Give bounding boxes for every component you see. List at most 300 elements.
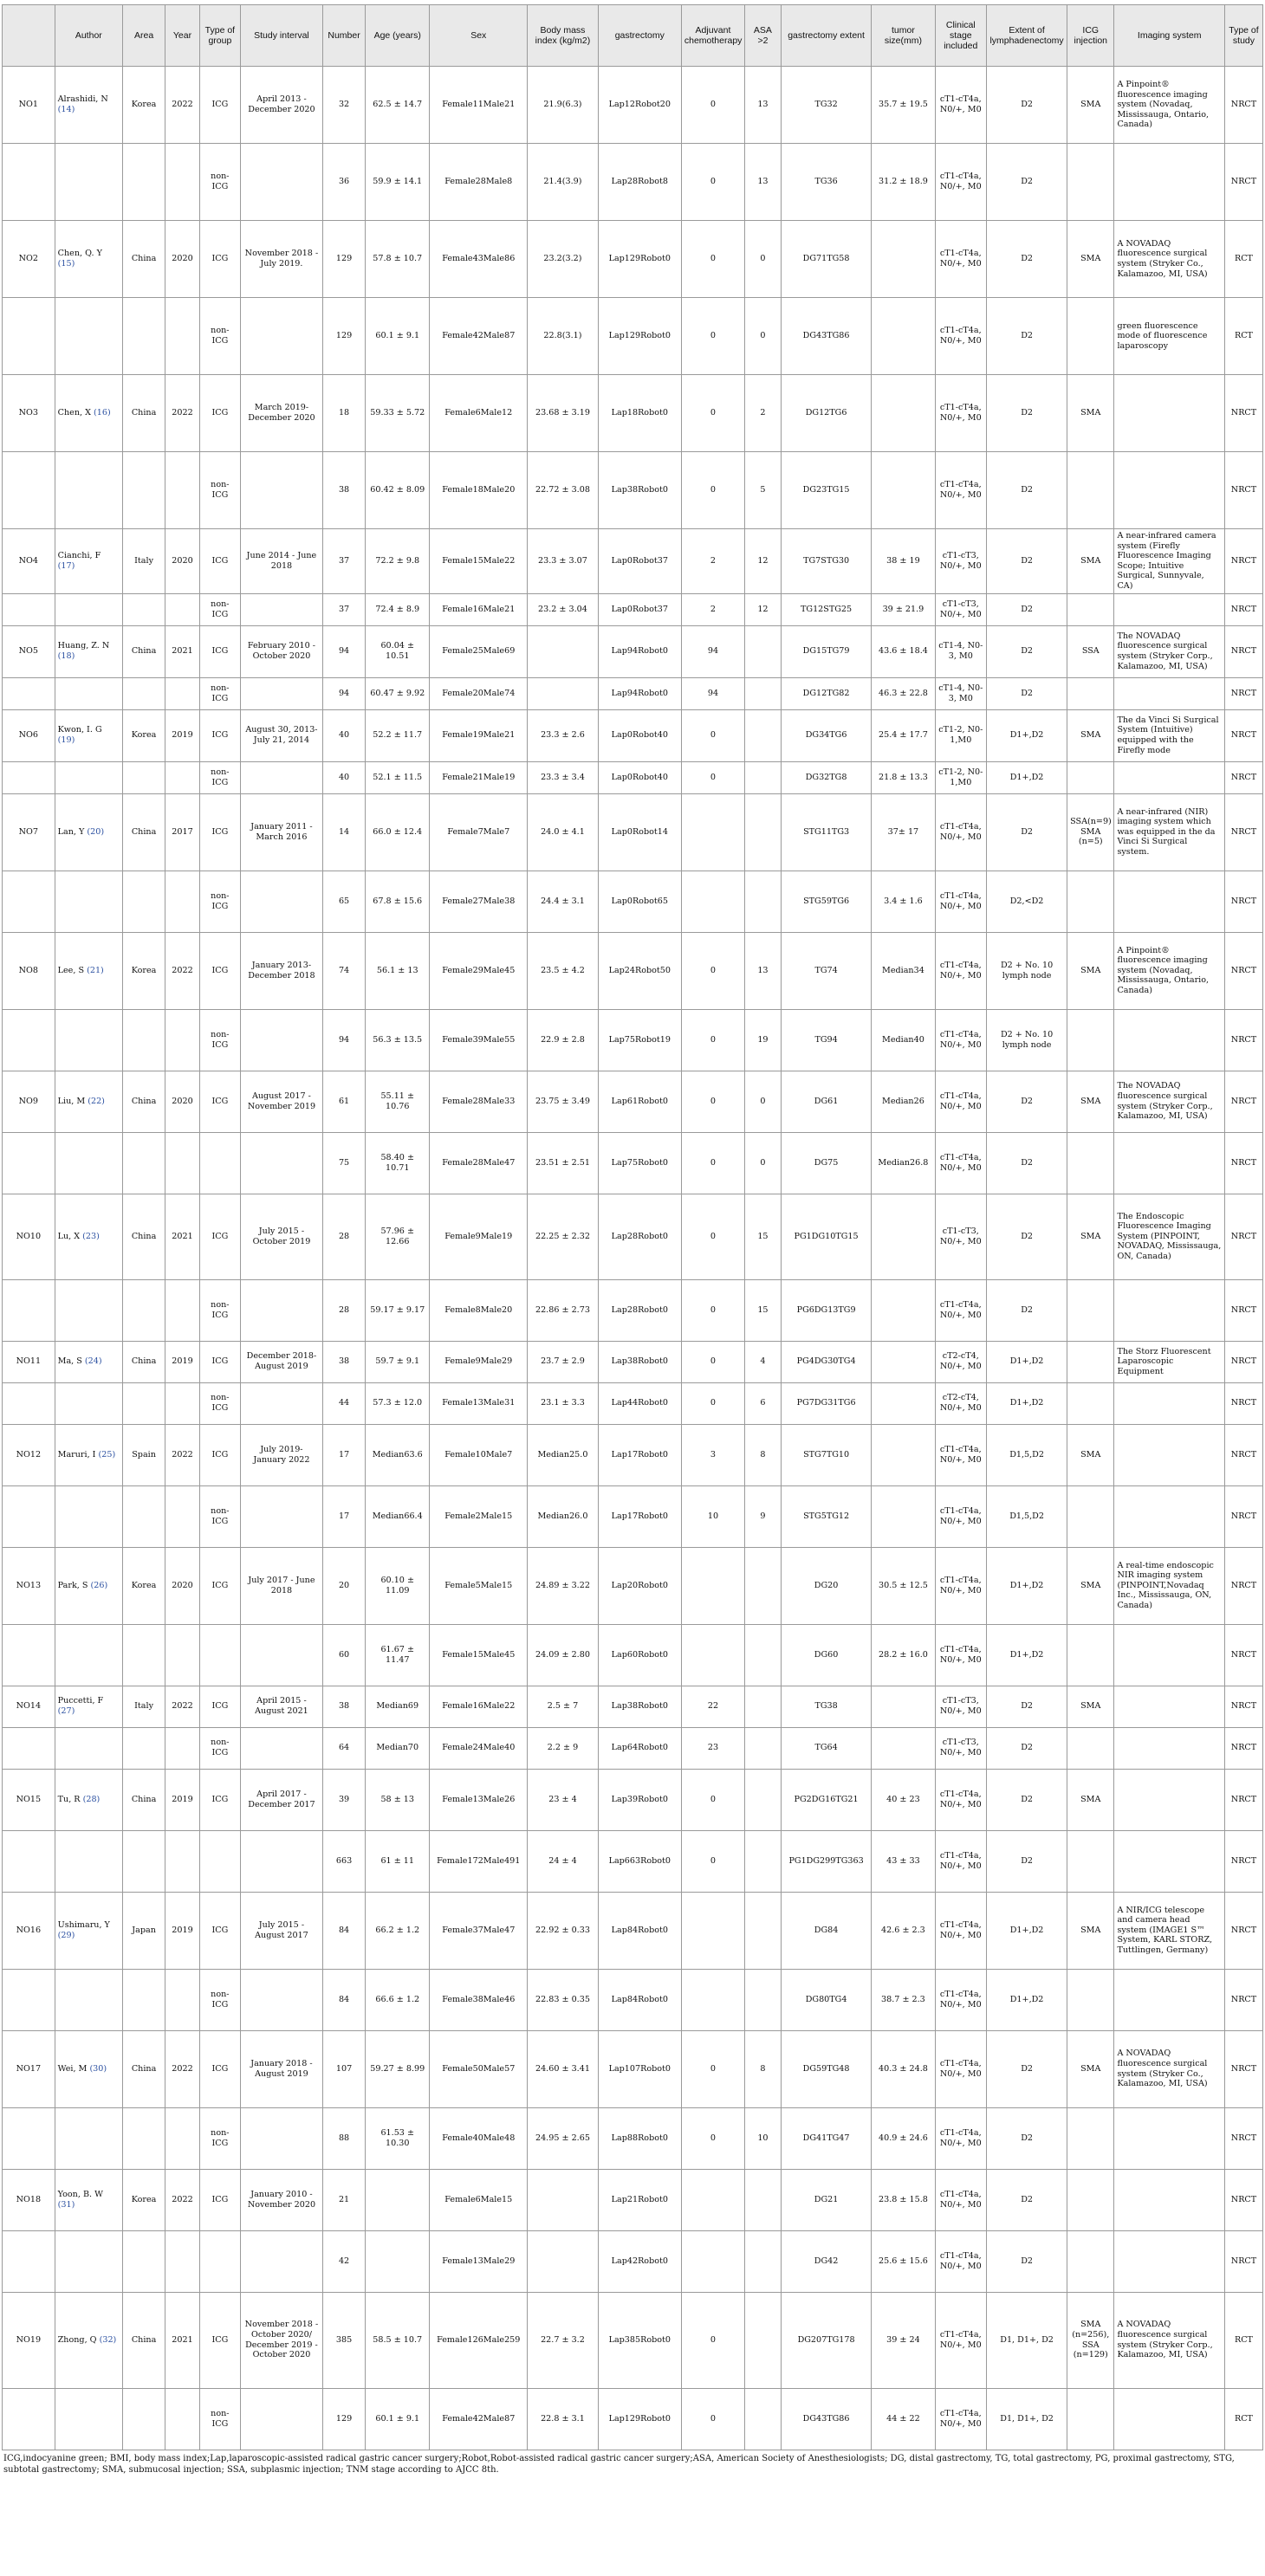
cell-imaging bbox=[1114, 2388, 1225, 2450]
cell-imaging bbox=[1114, 2169, 1225, 2230]
reference-link[interactable]: (26) bbox=[90, 1580, 108, 1590]
cell-asa: 0 bbox=[745, 221, 782, 298]
cell-number: 17 bbox=[323, 1485, 366, 1547]
cell-number: 18 bbox=[323, 375, 366, 452]
cell-stage: cT1-cT4a, N0/+, M0 bbox=[935, 1624, 987, 1686]
cell-lymph: D2,<D2 bbox=[987, 871, 1067, 932]
cell-adjuvant: 0 bbox=[681, 144, 744, 221]
cell-interval: November 2018 - July 2019. bbox=[240, 221, 322, 298]
author-name: Ushimaru, Y bbox=[57, 1919, 110, 1930]
cell-no bbox=[3, 1382, 55, 1424]
table-row bbox=[3, 67, 1263, 144]
cell-tumor: 31.2 ± 18.9 bbox=[872, 144, 935, 221]
cell-asa: 15 bbox=[745, 1194, 782, 1279]
cell-area bbox=[123, 1009, 165, 1071]
cell-author bbox=[55, 1686, 122, 1727]
cell-study: NRCT bbox=[1224, 1194, 1262, 1279]
cell-year bbox=[165, 2230, 200, 2292]
cell-extent: DG21 bbox=[781, 2169, 872, 2230]
cell-icg bbox=[1067, 677, 1114, 709]
reference-link[interactable]: (28) bbox=[82, 1794, 101, 1804]
table-row bbox=[3, 1071, 1263, 1132]
cell-bmi: 2.5 ± 7 bbox=[528, 1686, 599, 1727]
cell-gastrectomy: Lap84Robot0 bbox=[598, 1969, 681, 2030]
cell-author bbox=[55, 2292, 122, 2388]
reference-link[interactable]: (24) bbox=[84, 1356, 102, 1367]
cell-sex: Female16Male22 bbox=[430, 1686, 528, 1727]
cell-number: 88 bbox=[323, 2107, 366, 2169]
cell-lymph: D2 bbox=[987, 1769, 1067, 1830]
cell-author bbox=[55, 1382, 122, 1424]
cell-lymph: D1+,D2 bbox=[987, 1547, 1067, 1624]
cell-adjuvant: 0 bbox=[681, 709, 744, 761]
cell-age: 52.2 ± 11.7 bbox=[366, 709, 430, 761]
cell-group: non-ICG bbox=[199, 1969, 240, 2030]
cell-no bbox=[3, 2388, 55, 2450]
cell-bmi: 23.3 ± 2.6 bbox=[528, 709, 599, 761]
cell-area: China bbox=[123, 375, 165, 452]
cell-extent: DG41TG47 bbox=[781, 2107, 872, 2169]
cell-tumor: 40.3 ± 24.8 bbox=[872, 2030, 935, 2107]
cell-icg bbox=[1067, 1132, 1114, 1194]
cell-sex: Female43Male86 bbox=[430, 221, 528, 298]
cell-year bbox=[165, 144, 200, 221]
cell-author bbox=[55, 1009, 122, 1071]
cell-year: 2019 bbox=[165, 1769, 200, 1830]
cell-icg: SMA (n=256), SSA (n=129) bbox=[1067, 2292, 1114, 2388]
cell-imaging: A Pinpoint® fluorescence imaging system (Novadaq, Mississauga, Ontario, Canada) bbox=[1114, 67, 1225, 144]
cell-bmi: 22.92 ± 0.33 bbox=[528, 1892, 599, 1969]
cell-gastrectomy: Lap0Robot40 bbox=[598, 709, 681, 761]
cell-adjuvant: 0 bbox=[681, 2030, 744, 2107]
reference-link[interactable]: (23) bbox=[82, 1231, 100, 1241]
cell-number: 37 bbox=[323, 593, 366, 625]
cell-no: NO6 bbox=[3, 709, 55, 761]
reference-link[interactable]: (18) bbox=[57, 651, 75, 662]
cell-stage: cT1-cT3, N0/+, M0 bbox=[935, 593, 987, 625]
cell-bmi: 24.60 ± 3.41 bbox=[528, 2030, 599, 2107]
cell-study: NRCT bbox=[1224, 1071, 1262, 1132]
cell-sex: Female21Male19 bbox=[430, 761, 528, 793]
cell-extent: DG34TG6 bbox=[781, 709, 872, 761]
cell-icg bbox=[1067, 1830, 1114, 1892]
cell-area bbox=[123, 1485, 165, 1547]
cell-group: ICG bbox=[199, 2030, 240, 2107]
cell-year: 2022 bbox=[165, 1424, 200, 1485]
cell-year bbox=[165, 871, 200, 932]
cell-lymph: D2 bbox=[987, 1132, 1067, 1194]
table-row bbox=[3, 529, 1263, 594]
reference-link[interactable]: (16) bbox=[94, 408, 111, 418]
cell-interval bbox=[240, 761, 322, 793]
cell-icg: SMA bbox=[1067, 932, 1114, 1009]
cell-interval bbox=[240, 871, 322, 932]
cell-extent: DG71TG58 bbox=[781, 221, 872, 298]
cell-study: NRCT bbox=[1224, 761, 1262, 793]
cell-year bbox=[165, 761, 200, 793]
cell-imaging bbox=[1114, 1624, 1225, 1686]
table-row bbox=[3, 1624, 1263, 1686]
table-row bbox=[3, 298, 1263, 375]
cell-no: NO17 bbox=[3, 2030, 55, 2107]
cell-group: non-ICG bbox=[199, 1382, 240, 1424]
reference-link[interactable]: (32) bbox=[99, 2334, 117, 2345]
cell-tumor: 3.4 ± 1.6 bbox=[872, 871, 935, 932]
cell-stage: cT1-cT4a, N0/+, M0 bbox=[935, 1769, 987, 1830]
cell-imaging bbox=[1114, 144, 1225, 221]
cell-bmi: 23.51 ± 2.51 bbox=[528, 1132, 599, 1194]
cell-study: NRCT bbox=[1224, 529, 1262, 594]
cell-area bbox=[123, 1382, 165, 1424]
cell-adjuvant: 0 bbox=[681, 1132, 744, 1194]
cell-group: non-ICG bbox=[199, 677, 240, 709]
cell-area: Korea bbox=[123, 1547, 165, 1624]
cell-lymph: D2 bbox=[987, 1071, 1067, 1132]
cell-year bbox=[165, 1009, 200, 1071]
cell-age: 61.53 ± 10.30 bbox=[366, 2107, 430, 2169]
cell-icg: SMA bbox=[1067, 1547, 1114, 1624]
cell-sex: Female38Male46 bbox=[430, 1969, 528, 2030]
table-row bbox=[3, 793, 1263, 871]
cell-area bbox=[123, 1132, 165, 1194]
reference-link[interactable]: (22) bbox=[88, 1096, 105, 1106]
cell-tumor: 39 ± 21.9 bbox=[872, 593, 935, 625]
cell-author bbox=[55, 1071, 122, 1132]
cell-area: Italy bbox=[123, 529, 165, 594]
cell-no bbox=[3, 1009, 55, 1071]
cell-lymph: D2 bbox=[987, 625, 1067, 677]
reference-link[interactable]: (29) bbox=[57, 1930, 75, 1940]
author-name: Huang, Z. N bbox=[57, 641, 110, 651]
cell-group: non-ICG bbox=[199, 1009, 240, 1071]
cell-gastrectomy: Lap44Robot0 bbox=[598, 1382, 681, 1424]
cell-sex: Female6Male15 bbox=[430, 2169, 528, 2230]
cell-group: ICG bbox=[199, 375, 240, 452]
cell-bmi: 23.1 ± 3.3 bbox=[528, 1382, 599, 1424]
reference-link[interactable]: (19) bbox=[57, 735, 75, 746]
cell-asa: 0 bbox=[745, 298, 782, 375]
table-row bbox=[3, 2292, 1263, 2388]
cell-study: NRCT bbox=[1224, 793, 1262, 871]
cell-author bbox=[55, 1341, 122, 1382]
cell-gastrectomy: Lap75Robot0 bbox=[598, 1132, 681, 1194]
cell-group bbox=[199, 2230, 240, 2292]
cell-author bbox=[55, 298, 122, 375]
cell-adjuvant: 0 bbox=[681, 1071, 744, 1132]
cell-icg: SMA bbox=[1067, 1686, 1114, 1727]
reference-link[interactable]: (27) bbox=[57, 1706, 75, 1717]
cell-asa bbox=[745, 677, 782, 709]
cell-bmi: 23.3 ± 3.4 bbox=[528, 761, 599, 793]
cell-tumor bbox=[872, 1727, 935, 1769]
column-header-lymph: Extent of lymphadenectomy bbox=[987, 5, 1067, 67]
table-row bbox=[3, 1892, 1263, 1969]
cell-extent: DG60 bbox=[781, 1624, 872, 1686]
cell-sex: Female7Male7 bbox=[430, 793, 528, 871]
cell-group: non-ICG bbox=[199, 593, 240, 625]
cell-tumor: 42.6 ± 2.3 bbox=[872, 1892, 935, 1969]
cell-year bbox=[165, 1382, 200, 1424]
cell-interval bbox=[240, 298, 322, 375]
cell-gastrectomy: Lap28Robot0 bbox=[598, 1279, 681, 1341]
cell-age: 59.27 ± 8.99 bbox=[366, 2030, 430, 2107]
table-row bbox=[3, 593, 1263, 625]
cell-adjuvant: 2 bbox=[681, 593, 744, 625]
cell-interval: March 2019- December 2020 bbox=[240, 375, 322, 452]
cell-adjuvant: 0 bbox=[681, 375, 744, 452]
table-footnote: ICG,indocyanine green; BMI, body mass index;Lap,laparoscopic-assisted radical gastric cancer surgery;Robot,Robot-assisted radical gastric cancer surgery;ASA, American Society of Anesthesiologists; DG, distal gastrectomy, TG, total gastrectomy, PG, proximal gastrectomy, STG, subtotal gastrectomy; SMA, submucosal injection; SSA, subplasmic injection; TNM stage according to AJCC 8th. bbox=[3, 2453, 1235, 2475]
cell-no bbox=[3, 452, 55, 529]
cell-group: ICG bbox=[199, 1686, 240, 1727]
cell-age: 60.1 ± 9.1 bbox=[366, 2388, 430, 2450]
cell-adjuvant bbox=[681, 1624, 744, 1686]
cell-asa: 13 bbox=[745, 67, 782, 144]
reference-link[interactable]: (21) bbox=[87, 965, 104, 975]
cell-age: 57.96 ± 12.66 bbox=[366, 1194, 430, 1279]
cell-imaging bbox=[1114, 761, 1225, 793]
cell-stage: cT1-2, N0-1,M0 bbox=[935, 709, 987, 761]
cell-lymph: D2 bbox=[987, 2230, 1067, 2292]
cell-author bbox=[55, 1969, 122, 2030]
table-row bbox=[3, 2169, 1263, 2230]
cell-tumor: 43.6 ± 18.4 bbox=[872, 625, 935, 677]
cell-icg bbox=[1067, 2230, 1114, 2292]
cell-age: 57.8 ± 10.7 bbox=[366, 221, 430, 298]
cell-imaging: The Endoscopic Fluorescence Imaging System (PINPOINT, NOVADAQ, Mississauga, ON, Canada) bbox=[1114, 1194, 1225, 1279]
cell-asa bbox=[745, 2388, 782, 2450]
cell-adjuvant: 3 bbox=[681, 1424, 744, 1485]
table-row bbox=[3, 677, 1263, 709]
cell-bmi: 21.9(6.3) bbox=[528, 67, 599, 144]
cell-age: 66.6 ± 1.2 bbox=[366, 1969, 430, 2030]
cell-area: China bbox=[123, 2030, 165, 2107]
cell-study: NRCT bbox=[1224, 1382, 1262, 1424]
cell-adjuvant: 0 bbox=[681, 1830, 744, 1892]
cell-asa bbox=[745, 709, 782, 761]
cell-interval: July 2017 - June 2018 bbox=[240, 1547, 322, 1624]
cell-icg bbox=[1067, 1009, 1114, 1071]
cell-adjuvant: 94 bbox=[681, 625, 744, 677]
cell-interval bbox=[240, 2107, 322, 2169]
cell-extent: TG7STG30 bbox=[781, 529, 872, 594]
cell-area bbox=[123, 871, 165, 932]
cell-tumor: 44 ± 22 bbox=[872, 2388, 935, 2450]
cell-extent: TG74 bbox=[781, 932, 872, 1009]
cell-interval bbox=[240, 1830, 322, 1892]
cell-number: 21 bbox=[323, 2169, 366, 2230]
cell-no: NO5 bbox=[3, 625, 55, 677]
cell-area: Korea bbox=[123, 932, 165, 1009]
cell-bmi: 22.8 ± 3.1 bbox=[528, 2388, 599, 2450]
cell-year bbox=[165, 677, 200, 709]
column-header-stage: Clinical stage included bbox=[935, 5, 987, 67]
cell-stage: cT1-cT4a, N0/+, M0 bbox=[935, 1969, 987, 2030]
cell-bmi: 24.95 ± 2.65 bbox=[528, 2107, 599, 2169]
cell-adjuvant: 0 bbox=[681, 2292, 744, 2388]
cell-icg bbox=[1067, 1485, 1114, 1547]
cell-sex: Female28Male33 bbox=[430, 1071, 528, 1132]
cell-icg: SMA bbox=[1067, 709, 1114, 761]
cell-year: 2022 bbox=[165, 2169, 200, 2230]
cell-gastrectomy: Lap129Robot0 bbox=[598, 221, 681, 298]
cell-adjuvant bbox=[681, 1969, 744, 2030]
cell-extent: TG32 bbox=[781, 67, 872, 144]
column-header-gastrectomy: gastrectomy bbox=[598, 5, 681, 67]
cell-sex: Female126Male259 bbox=[430, 2292, 528, 2388]
cell-group: ICG bbox=[199, 67, 240, 144]
cell-gastrectomy: Lap663Robot0 bbox=[598, 1830, 681, 1892]
cell-no bbox=[3, 1624, 55, 1686]
studies-table bbox=[2, 4, 1263, 2450]
cell-lymph: D2 bbox=[987, 2169, 1067, 2230]
cell-tumor bbox=[872, 1686, 935, 1727]
cell-icg bbox=[1067, 1624, 1114, 1686]
table-row bbox=[3, 1727, 1263, 1769]
cell-no bbox=[3, 871, 55, 932]
cell-no bbox=[3, 1279, 55, 1341]
document bbox=[2, 4, 1263, 2478]
cell-asa: 12 bbox=[745, 529, 782, 594]
cell-asa bbox=[745, 871, 782, 932]
cell-tumor bbox=[872, 1194, 935, 1279]
cell-extent: DG80TG4 bbox=[781, 1969, 872, 2030]
cell-year: 2017 bbox=[165, 793, 200, 871]
cell-age: 58.5 ± 10.7 bbox=[366, 2292, 430, 2388]
cell-age: 67.8 ± 15.6 bbox=[366, 871, 430, 932]
cell-year bbox=[165, 1132, 200, 1194]
cell-age: 60.04 ± 10.51 bbox=[366, 625, 430, 677]
cell-stage: cT1-cT4a, N0/+, M0 bbox=[935, 2292, 987, 2388]
cell-asa: 13 bbox=[745, 144, 782, 221]
cell-asa: 15 bbox=[745, 1279, 782, 1341]
cell-bmi: 23.2 ± 3.04 bbox=[528, 593, 599, 625]
cell-group: non-ICG bbox=[199, 1727, 240, 1769]
cell-no bbox=[3, 1969, 55, 2030]
cell-gastrectomy: Lap0Robot37 bbox=[598, 529, 681, 594]
author-name: Puccetti, F bbox=[57, 1696, 104, 1706]
cell-group: ICG bbox=[199, 1424, 240, 1485]
cell-imaging bbox=[1114, 593, 1225, 625]
cell-year: 2020 bbox=[165, 1071, 200, 1132]
cell-study: NRCT bbox=[1224, 67, 1262, 144]
cell-number: 663 bbox=[323, 1830, 366, 1892]
cell-bmi: 2.2 ± 9 bbox=[528, 1727, 599, 1769]
table-row bbox=[3, 1009, 1263, 1071]
cell-sex: Female10Male7 bbox=[430, 1424, 528, 1485]
cell-icg: SMA bbox=[1067, 221, 1114, 298]
reference-link[interactable]: (25) bbox=[98, 1449, 116, 1460]
cell-age: 59.33 ± 5.72 bbox=[366, 375, 430, 452]
cell-tumor bbox=[872, 1424, 935, 1485]
cell-gastrectomy: Lap20Robot0 bbox=[598, 1547, 681, 1624]
cell-age: 61 ± 11 bbox=[366, 1830, 430, 1892]
cell-number: 84 bbox=[323, 1892, 366, 1969]
cell-number: 94 bbox=[323, 677, 366, 709]
cell-gastrectomy: Lap94Robot0 bbox=[598, 625, 681, 677]
cell-gastrectomy: Lap129Robot0 bbox=[598, 2388, 681, 2450]
table-row bbox=[3, 761, 1263, 793]
cell-adjuvant: 94 bbox=[681, 677, 744, 709]
cell-number: 385 bbox=[323, 2292, 366, 2388]
reference-link[interactable]: (30) bbox=[89, 2063, 107, 2074]
cell-lymph: D1,5,D2 bbox=[987, 1485, 1067, 1547]
author-name: Liu, M bbox=[57, 1096, 86, 1106]
reference-link[interactable]: (15) bbox=[57, 259, 75, 269]
cell-year bbox=[165, 452, 200, 529]
column-header-number: Number bbox=[323, 5, 366, 67]
cell-interval: January 2010 - November 2020 bbox=[240, 2169, 322, 2230]
cell-bmi: 22.25 ± 2.32 bbox=[528, 1194, 599, 1279]
reference-link[interactable]: (20) bbox=[87, 826, 105, 837]
cell-no: NO18 bbox=[3, 2169, 55, 2230]
cell-number: 36 bbox=[323, 144, 366, 221]
cell-extent: DG84 bbox=[781, 1892, 872, 1969]
column-header-author: Author bbox=[55, 5, 122, 67]
cell-study: NRCT bbox=[1224, 2030, 1262, 2107]
cell-interval: January 2013- December 2018 bbox=[240, 932, 322, 1009]
cell-asa bbox=[745, 625, 782, 677]
cell-tumor: 25.6 ± 15.6 bbox=[872, 2230, 935, 2292]
cell-author bbox=[55, 2030, 122, 2107]
cell-asa bbox=[745, 1686, 782, 1727]
cell-year bbox=[165, 2388, 200, 2450]
cell-adjuvant: 0 bbox=[681, 1382, 744, 1424]
cell-extent: PG6DG13TG9 bbox=[781, 1279, 872, 1341]
cell-lymph: D2 bbox=[987, 452, 1067, 529]
cell-gastrectomy: Lap64Robot0 bbox=[598, 1727, 681, 1769]
cell-area: Italy bbox=[123, 1686, 165, 1727]
cell-no: NO1 bbox=[3, 67, 55, 144]
cell-year: 2019 bbox=[165, 1892, 200, 1969]
cell-author bbox=[55, 1892, 122, 1969]
cell-area: Korea bbox=[123, 709, 165, 761]
cell-group bbox=[199, 1624, 240, 1686]
cell-no: NO7 bbox=[3, 793, 55, 871]
cell-bmi: 23.68 ± 3.19 bbox=[528, 375, 599, 452]
cell-adjuvant: 0 bbox=[681, 298, 744, 375]
cell-no: NO9 bbox=[3, 1071, 55, 1132]
cell-sex: Female29Male45 bbox=[430, 932, 528, 1009]
cell-group bbox=[199, 1830, 240, 1892]
cell-asa: 10 bbox=[745, 2107, 782, 2169]
cell-asa bbox=[745, 1547, 782, 1624]
cell-adjuvant: 0 bbox=[681, 2107, 744, 2169]
cell-asa: 12 bbox=[745, 593, 782, 625]
reference-link[interactable]: (17) bbox=[57, 560, 75, 571]
cell-year: 2021 bbox=[165, 2292, 200, 2388]
cell-extent: DG43TG86 bbox=[781, 2388, 872, 2450]
cell-interval: February 2010 - October 2020 bbox=[240, 625, 322, 677]
cell-age bbox=[366, 2230, 430, 2292]
cell-lymph: D1+,D2 bbox=[987, 1341, 1067, 1382]
cell-tumor: 46.3 ± 22.8 bbox=[872, 677, 935, 709]
reference-link[interactable]: (14) bbox=[57, 105, 75, 114]
cell-icg: SMA bbox=[1067, 1769, 1114, 1830]
cell-study: NRCT bbox=[1224, 625, 1262, 677]
cell-lymph: D1+,D2 bbox=[987, 1969, 1067, 2030]
cell-stage: cT1-4, N0-3, M0 bbox=[935, 677, 987, 709]
cell-group: ICG bbox=[199, 709, 240, 761]
cell-stage: cT1-cT4a, N0/+, M0 bbox=[935, 221, 987, 298]
column-header-age: Age (years) bbox=[366, 5, 430, 67]
reference-link[interactable]: (31) bbox=[57, 2199, 75, 2210]
cell-number: 37 bbox=[323, 529, 366, 594]
cell-year: 2021 bbox=[165, 625, 200, 677]
table-row bbox=[3, 1547, 1263, 1624]
cell-lymph: D2 bbox=[987, 298, 1067, 375]
cell-tumor bbox=[872, 1341, 935, 1382]
cell-author bbox=[55, 709, 122, 761]
